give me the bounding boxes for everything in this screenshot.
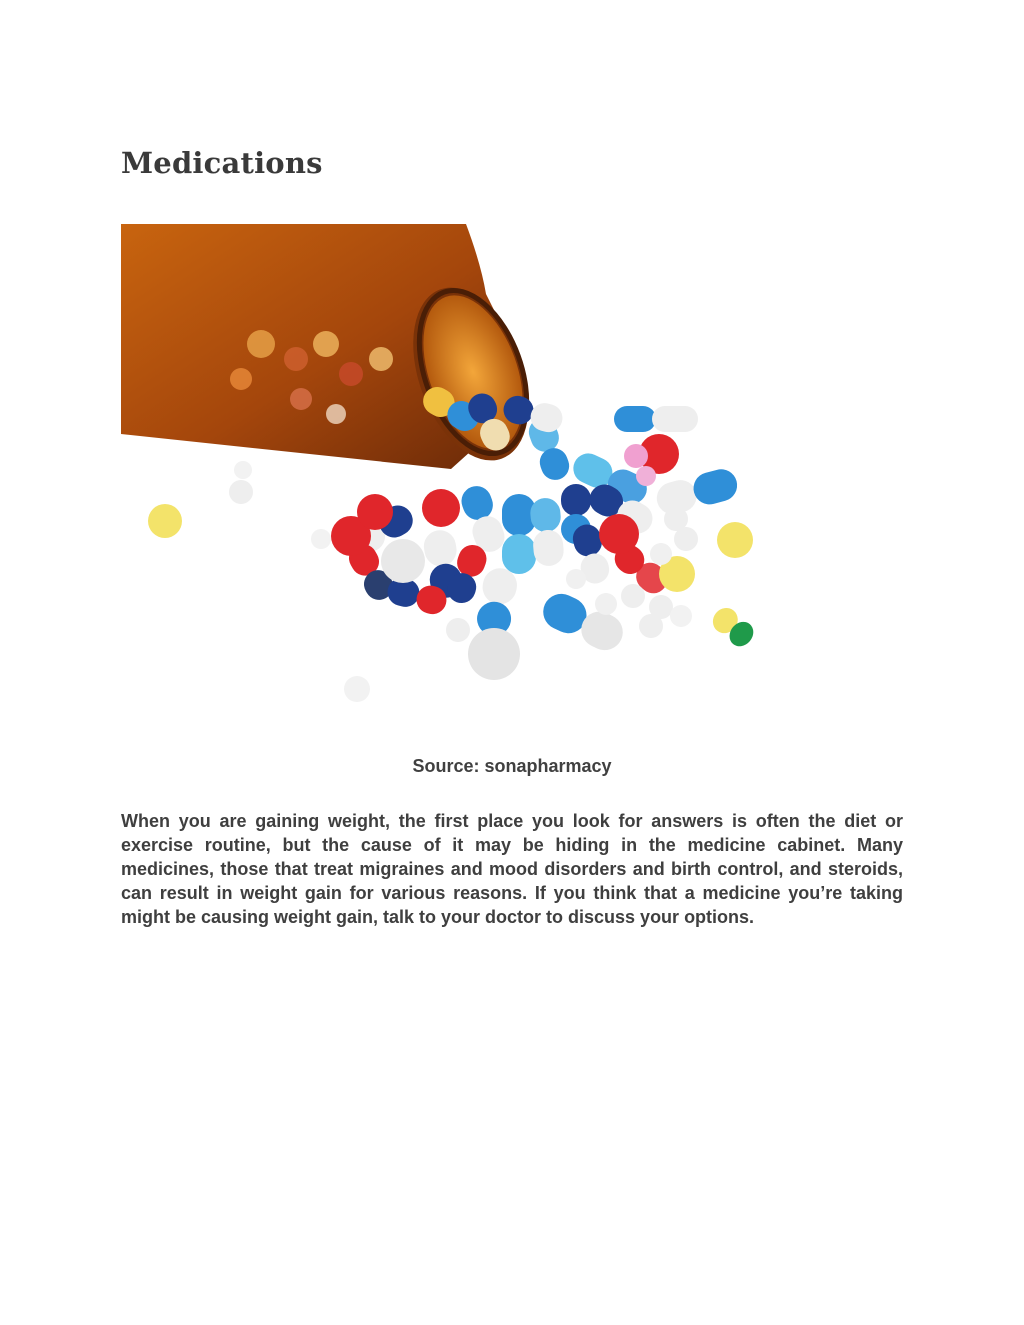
image-caption: Source: sonapharmacy xyxy=(412,756,612,776)
page-title: Medications xyxy=(121,146,323,180)
pills-photo xyxy=(121,224,781,704)
body-paragraph: When you are gaining weight, the first place you look for answers is often the diet or exercise routine, but the cause of it may be hiding in the medicine cabinet. Many medicines, those that treat migraines and mood disorders and birth control, and steroids, can result in weight gain for various reasons. If you think that a medicine you’re taking might be causing weight gain, talk to your doctor to discuss your options. xyxy=(121,811,903,927)
